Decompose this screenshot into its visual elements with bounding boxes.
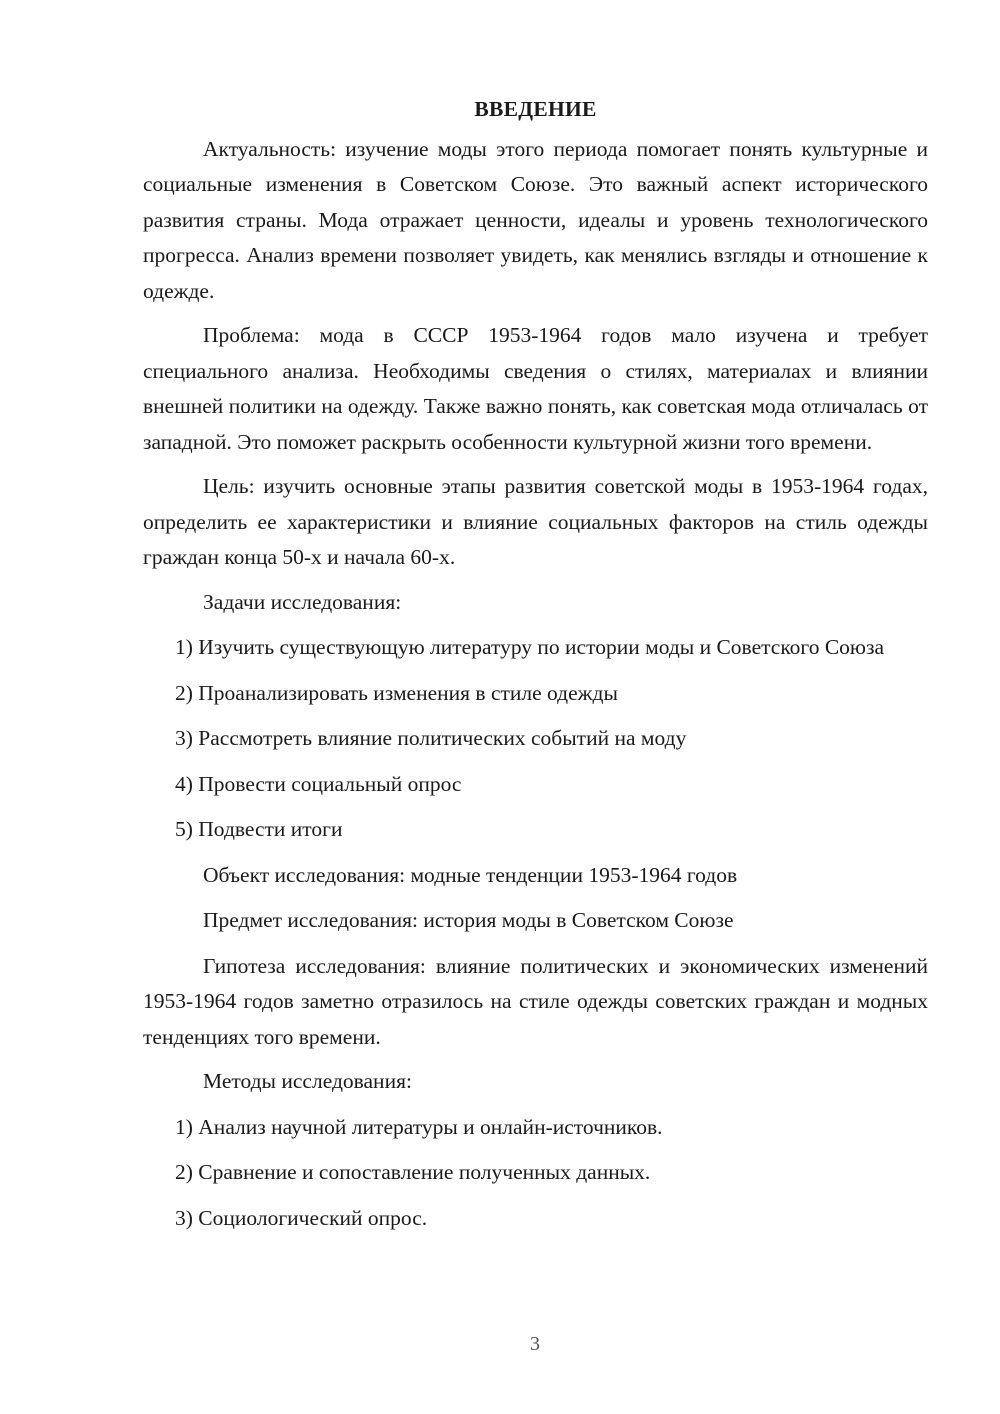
methods-heading: Методы исследования: (203, 1069, 412, 1093)
tasks-list (143, 630, 928, 848)
methods-list (143, 1110, 928, 1237)
list-item: 2) Сравнение и сопоставление полученных данных. (175, 1160, 651, 1184)
list-item: 1) Изучить существующую литературу по истории моды и Советского Союза (175, 635, 885, 659)
relevance-paragraph: Актуальность: изучение моды этого периода помогает понять культурные и социальные изменения в Советском Союзе. Это важный аспект исторического развития страны. Мода отражает ценности, идеалы и уровень технологического прогресса. Анализ времени позволяет увидеть, как менялись взгляды и отношение к одежде. (143, 136, 928, 303)
list-item: 3) Рассмотреть влияние политических событий на моду (175, 726, 687, 750)
list-item: 2) Проанализировать изменения в стиле одежды (175, 680, 618, 705)
section-title: ВВЕДЕНИЕ (474, 97, 597, 121)
list-item: 3) Социологический опрос. (175, 1205, 428, 1230)
list-item: 4) Провести социальный опрос (175, 771, 462, 796)
hypothesis-paragraph: Гипотеза исследования: влияние политических и экономических изменений 1953-1964 годов заметно отразилось на стиле одежды советских граждан и модных тенденциях того времени. (143, 953, 928, 1049)
subject-line: Предмет исследования: история моды в Советском Союзе (203, 908, 734, 932)
tasks-heading: Задачи исследования: (203, 589, 402, 614)
goal-paragraph: Цель: изучить основные этапы развития советской моды в 1953-1964 годах, определить ее характеристики и влияние социальных факторов на стиль одежды граждан конца 50-х и начала 60-х. (143, 474, 928, 569)
list-item: 1) Анализ научной литературы и онлайн-источников. (175, 1114, 663, 1139)
page-number: 3 (530, 1333, 540, 1355)
list-item: 5) Подвести итоги (175, 817, 343, 841)
document-page (143, 92, 928, 1246)
problem-paragraph: Проблема: мода в СССР 1953-1964 годов мало изучена и требует специального анализа. Необходимы сведения о стилях, материалах и влиянии внешней политики на одежду. Также важно понять, как советская мода отличалась от западной. Это поможет раскрыть особенности культурной жизни того времени. (143, 323, 928, 454)
object-line: Объект исследования: модные тенденции 1953-1964 годов (203, 862, 738, 887)
